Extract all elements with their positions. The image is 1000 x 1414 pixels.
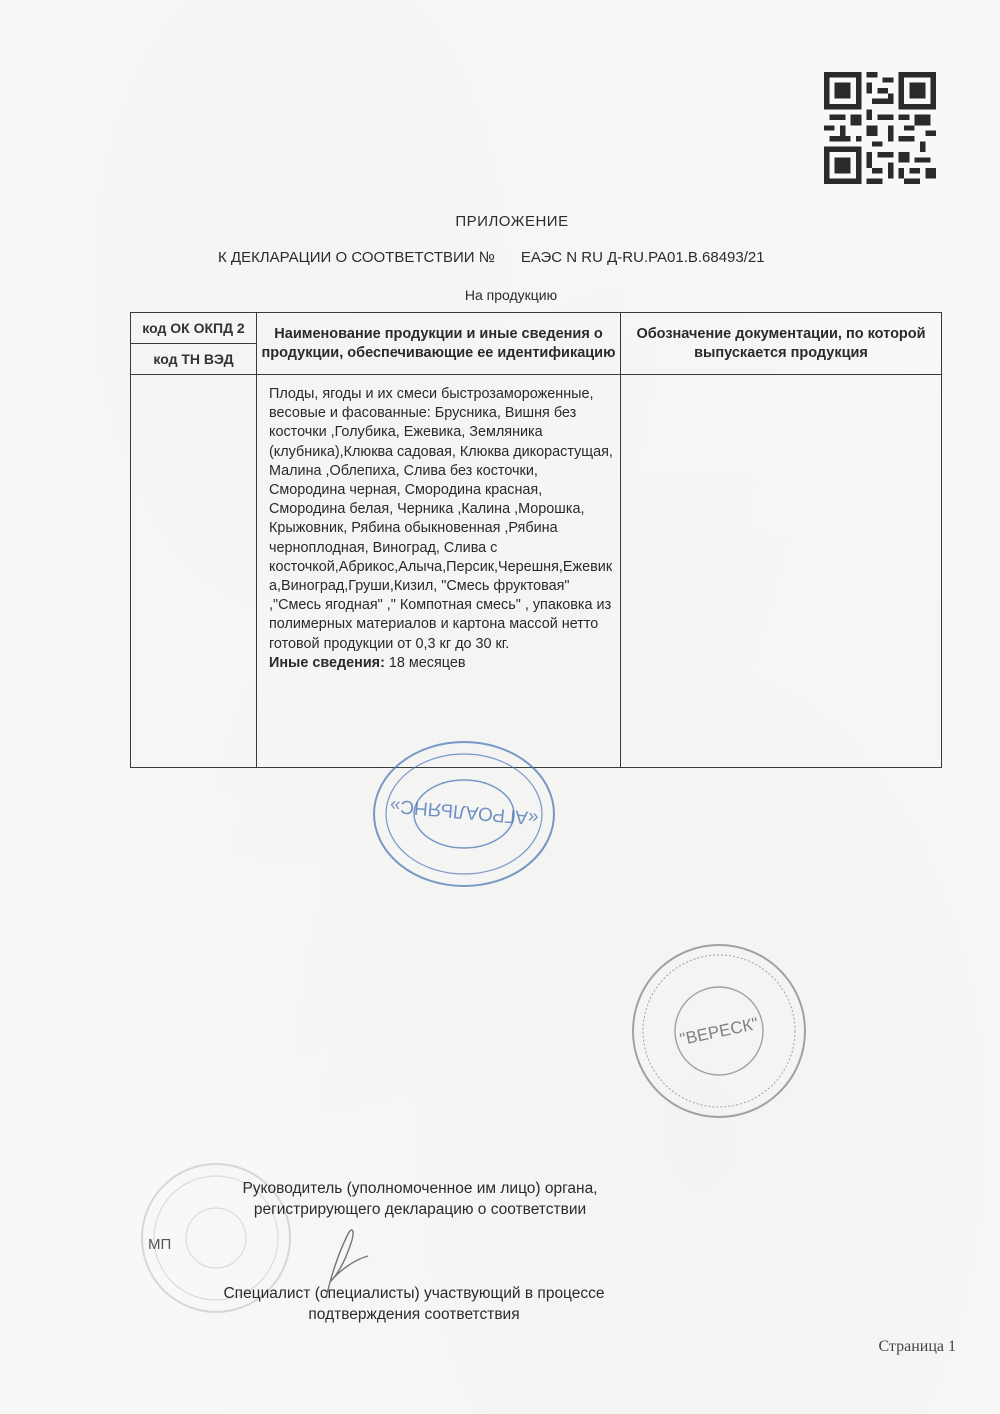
declaration-heading-prefix: К ДЕКЛАРАЦИИ О СООТВЕТСТВИИ № <box>218 249 495 266</box>
other-info-label: Иные сведения: <box>269 654 385 671</box>
cell-product <box>257 375 621 768</box>
for-product-label: На продукцию <box>464 287 558 303</box>
qr-code <box>824 72 936 184</box>
appendix-title: ПРИЛОЖЕНИЕ <box>455 213 569 230</box>
cell-codes <box>131 375 257 768</box>
header-product-name: Наименование продукции и иные сведения о продукции, обеспечивающие ее идентификацию <box>257 313 621 375</box>
product-description <box>257 375 620 673</box>
seal-veresk-text: "ВЕРЕСК" <box>678 1013 761 1050</box>
header-documentation: Обозначение документации, по которой выпускается продукция <box>621 313 942 375</box>
specialist-signatory-label: Специалист (специалисты) участвующий в процессе подтверждения соответствия <box>223 1285 605 1323</box>
other-info-value: 18 месяцев <box>388 654 466 671</box>
company-seal-agro <box>368 738 560 890</box>
declaration-number: ЕАЭС N RU Д-RU.PA01.B.68493/21 <box>520 249 765 266</box>
product-table <box>130 312 942 768</box>
declaration-heading <box>218 249 765 266</box>
seal-agro-text: «АГРОАЛЬЯНС» <box>389 794 540 829</box>
header-okpd: код ОК ОКПД 2 <box>131 313 257 344</box>
company-seal-veresk <box>628 940 810 1122</box>
product-text: Плоды, ягоды и их смеси быстрозамороженные, весовые и фасованные: Брусника, Вишня без косточки ,Голубика, Ежевика, Земляника (клубника),Клюква садовая, Клюква дикорастущая, Малина ,Облепиха, Слива без косточки, Смородина черная, Смородина красная, Смородина белая, Черника ,Калина ,Морошка, Крыжовник, Рябина обыкновенная ,Рябина черноплодная, Виноград, Слива с косточкой,Абрикос,Алыча,Персик,Черешня,Ежевика,Виноград,Груши,Кизил, "Смесь фруктовая" ,"Смесь ягодная" ," Компотная смесь" , упаковка из полимерных материалов и картона массой нетто готовой продукции от 0,3 кг до 30 кг. <box>269 386 613 652</box>
header-tnved: код ТН ВЭД <box>131 344 257 375</box>
head-signatory-label: Руководитель (уполномоченное им лицо) органа, регистрирующего декларацию о соответствии <box>242 1180 598 1218</box>
cell-documentation <box>621 375 942 768</box>
page-number: Страница 1 <box>878 1338 956 1355</box>
mp-label: МП <box>148 1236 172 1253</box>
